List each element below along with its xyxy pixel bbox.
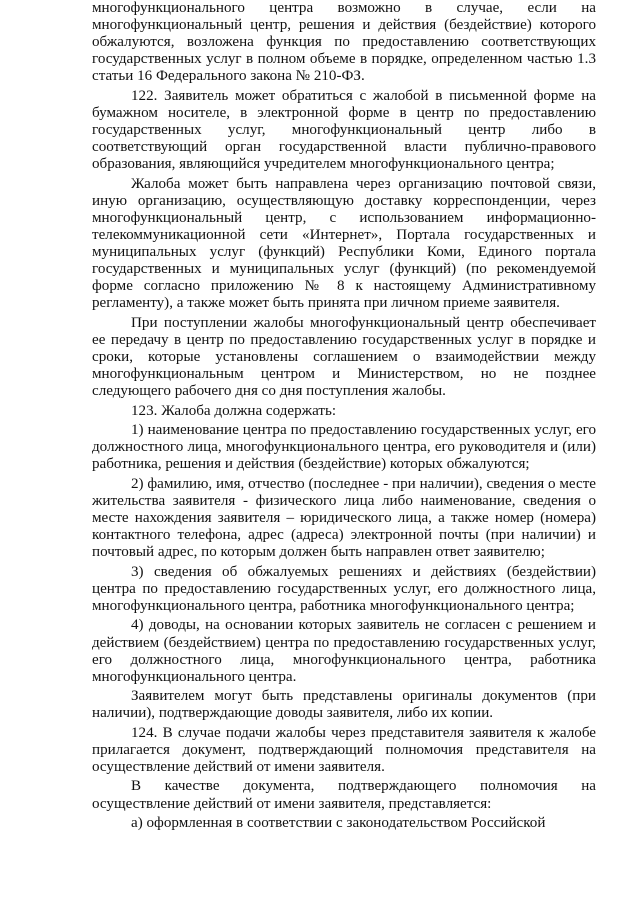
paragraph-item-a: а) оформленная в соответствии с законодательством Российской [131,815,546,831]
paragraph-124: 124. В случае подачи жалобы через представителя заявителя к жалобе прилагается документ, подтверждающий полномочия представителя на осуществление действий от имени заявителя. [92,724,596,775]
paragraph-documents-copies: Заявителем могут быть представлены оригиналы документов (при наличии), подтверждающие доводы заявителя, либо их копии. [92,688,596,722]
list-item-2: 2) фамилию, имя, отчество (последнее - при наличии), сведения о месте жительства заявителя - физического лица либо наименование, сведения о месте нахождения заявителя – юридического лица, а также номер (номера) контактного телефона, адрес (адреса) электронной почты (при наличии) и почтовый адрес, по которым должен быть направлен ответ заявителю; [92,475,596,561]
paragraph-122: 122. Заявитель может обратиться с жалобой в письменной форме на бумажном носителе, в электронной форме в центр по предоставлению государственных услуг, многофункциональный центр либо в соответствующий орган государственной власти публично-правового образования, являющийся учредителем многофункционального центра; [92,87,596,173]
paragraph-proxy-documents: В качестве документа, подтверждающего полномочия на осуществление действий от имени заявителя, представляется: [92,778,596,812]
list-item-3: 3) сведения об обжалуемых решениях и действиях (бездействии) центра по предоставлению государственных услуг, его должностного лица, многофункционального центра, работника многофункционального центра; [92,563,596,614]
paragraph-mfc-transfer: При поступлении жалобы многофункциональный центр обеспечивает ее передачу в центр по предоставлению государственных услуг в порядке и сроки, которые установлены соглашением о взаимодействии между многофункциональным центром и Министерством, но не позднее следующего рабочего дня со дня поступления жалобы. [92,314,596,400]
paragraph-complaint-channels: Жалоба может быть направлена через организацию почтовой связи, иную организацию, осуществляющую доставку корреспонденции, через многофункциональный центр, с использованием информационно-телекоммуникационной сети «Интернет», Портала государственных и муниципальных услуг (функций) Республики Коми, Единого портала государственных и муниципальных услуг (функций) (по рекомендуемой форме согласно приложению № 8 к настоящему Административному регламенту), а также может быть принята при личном приеме заявителя. [92,175,596,312]
paragraph-continuation: многофункционального центра возможно в случае, если на многофункциональный центр, решения и действия (бездействие) которого обжалуются, возложена функция по предоставлению соответствующих государственных услуг в полном объеме в порядке, определенном частью 1.3 статьи 16 Федерального закона № 210-ФЗ. [92,0,596,85]
list-item-1: 1) наименование центра по предоставлению государственных услуг, его должностного лица, многофункционального центра, его руководителя и (или) работника, решения и действия (бездействие) которых обжалуются; [92,422,596,473]
list-item-4: 4) доводы, на основании которых заявитель не согласен с решением и действием (бездействием) центра по предоставлению государственных услуг, его должностного лица, многофункционального центра, работника многофункционального центра. [92,617,596,685]
document-body [92,0,596,834]
paragraph-123: 123. Жалоба должна содержать: [131,402,337,419]
